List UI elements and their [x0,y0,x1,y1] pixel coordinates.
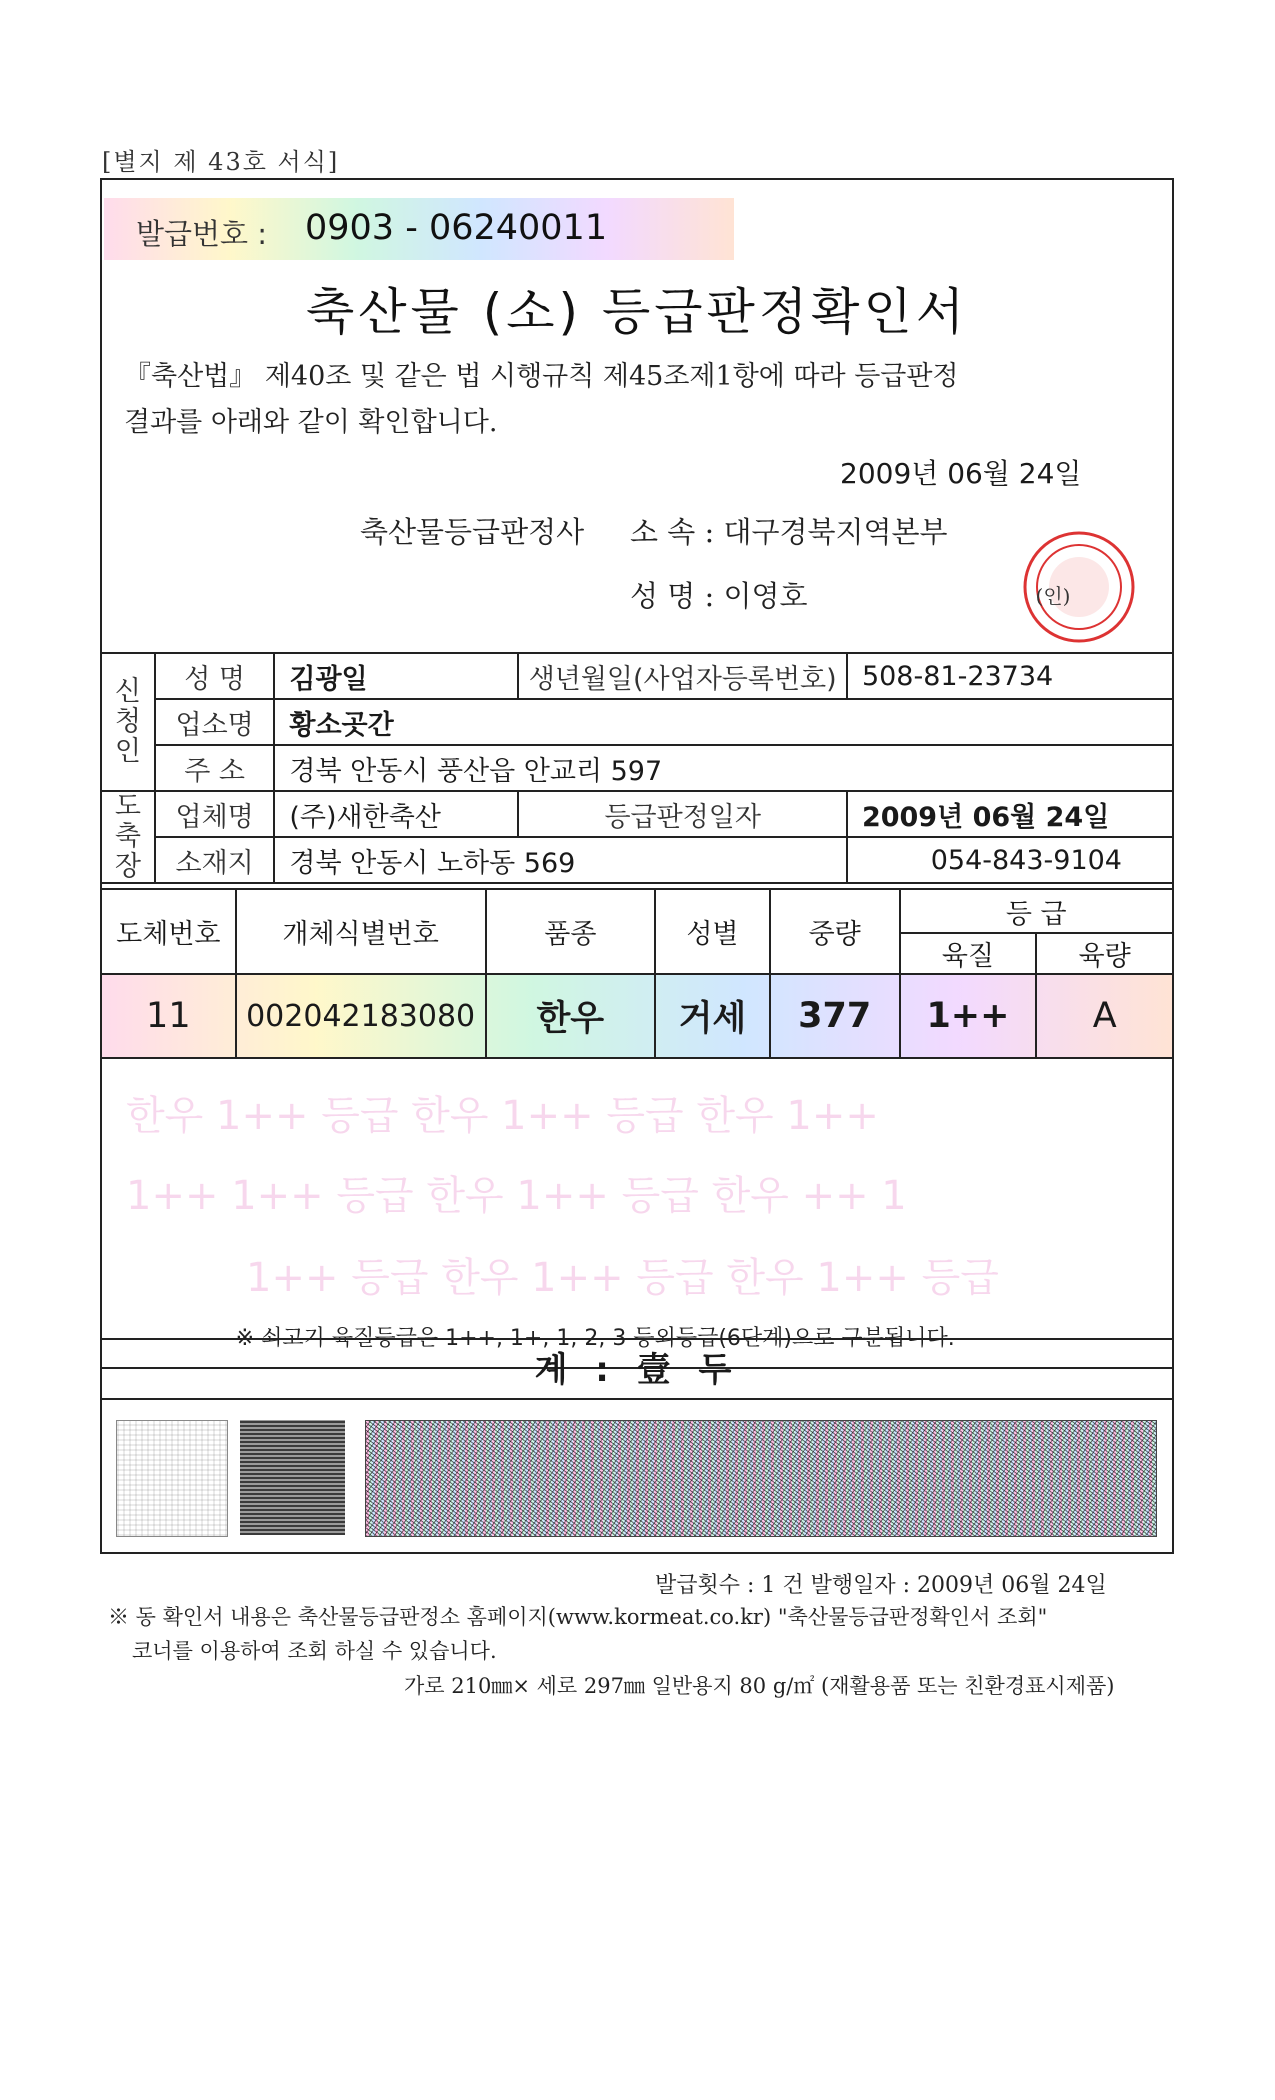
security-barcode-icon [365,1420,1157,1537]
company-label: 업체명 [155,791,275,837]
security-code-dark-icon [240,1420,345,1535]
grader-title: 축산물등급판정사 [360,515,585,549]
footer-notice [108,1600,1208,1668]
sex: 거세 [655,974,770,1058]
issue-number: 0903 - 06240011 [305,208,608,248]
carcass-no: 11 [101,974,236,1058]
applicant-slaughterhouse-table [100,652,1174,884]
security-code-small-icon [116,1420,228,1537]
security-watermark-icon [116,1059,1046,1359]
watermark-area [125,1058,1173,1368]
header-weight: 중량 [770,889,900,974]
applicant-name: 김광일 [274,653,518,699]
weight: 377 [770,974,900,1058]
header-breed: 품종 [486,889,655,974]
intro-line: 결과를 아래와 같이 확인합니다. [124,407,498,438]
header-quality: 육질 [900,933,1037,974]
notice-line: 코너를 이용하여 조회 하실 수 있습니다. [132,1639,497,1663]
grading-date-label: 등급판정일자 [518,791,847,837]
address-label: 주 소 [155,745,275,791]
header-yield: 육량 [1036,933,1173,974]
form-code: [별지 제 43호 서식] [102,148,340,176]
business-label: 업소명 [155,699,275,745]
header-carcass-no: 도체번호 [101,889,236,974]
certificate-date: 2009년 06월 24일 [840,457,1082,490]
breed: 한우 [486,974,655,1058]
slaughterhouse-phone: 054-843-9104 [847,837,1173,883]
grader-affiliation: 소 속 : 대구경북지역본부 [630,515,948,549]
yield-grade: A [1036,974,1173,1058]
svg-text:1++ 등급 한우 1++ 등급 한우 1++: 1++ 등급 한우 1++ 등급 한우 1++ 등급 [245,1255,999,1301]
birth-label: 생년월일(사업자등록번호) [518,653,847,699]
applicant-address: 경북 안동시 풍산읍 안교리 597 [274,745,1173,791]
location-label: 소재지 [155,837,275,883]
id-no: 002042183080 [236,974,486,1058]
birth-value: 508-81-23734 [847,653,1173,699]
seal-mark: (인) [1035,584,1071,608]
header-id-no: 개체식별번호 [236,889,486,974]
intro-line: 『축산법』 제40조 및 같은 법 시행규칙 제45조제1항에 따라 등급판정 [124,361,959,392]
notice-line: ※ 동 확인서 내용은 축산물등급판정소 홈페이지(www.kormeat.co.kr) "축산물등급판정확인서 조회" [108,1605,1048,1629]
applicant-section-label: 신 청 인 [101,653,155,791]
svg-text:1++ 1++ 등급 한우 1++ 등급 한우: 1++ 1++ 등급 한우 1++ 등급 한우 ++ 1 [125,1173,907,1219]
grader-name: 성 명 : 이영호 [630,579,808,613]
total-count: 계 : 壹 두 [100,1338,1174,1400]
issue-number-label: 발급번호 : [136,217,268,251]
header-grade: 등 급 [900,889,1173,933]
svg-text:한우 1++ 등급 한우 1++ 등급 한우: 한우 1++ 등급 한우 1++ 등급 한우 1++ [125,1093,879,1139]
grading-table [100,888,1174,1369]
header-sex: 성별 [655,889,770,974]
slaughterhouse-section-label: 도 축 장 [101,791,155,883]
issue-info: 발급횟수 : 1 건 발행일자 : 2009년 06월 24일 [655,1573,1107,1598]
quality-grade: 1++ [900,974,1037,1058]
company-name: (주)새한축산 [274,791,518,837]
slaughterhouse-location: 경북 안동시 노하동 569 [274,837,847,883]
paper-spec: 가로 210㎜× 세로 297㎜ 일반용지 80 g/㎡ (재활용품 또는 친환경표시제품) [404,1674,1115,1698]
table-row [101,974,1173,1058]
name-label: 성 명 [155,653,275,699]
intro-text [124,354,1144,446]
grading-date: 2009년 06월 24일 [847,791,1173,837]
business-name: 황소곳간 [274,699,1173,745]
document-title: 축산물 (소) 등급판정확인서 [305,283,969,341]
grade-note: ※ 쇠고기 육질등급은 1++, 1+, 1, 2, 3 등외등급(6단계)으로 구분됩니다. [235,1326,955,1351]
